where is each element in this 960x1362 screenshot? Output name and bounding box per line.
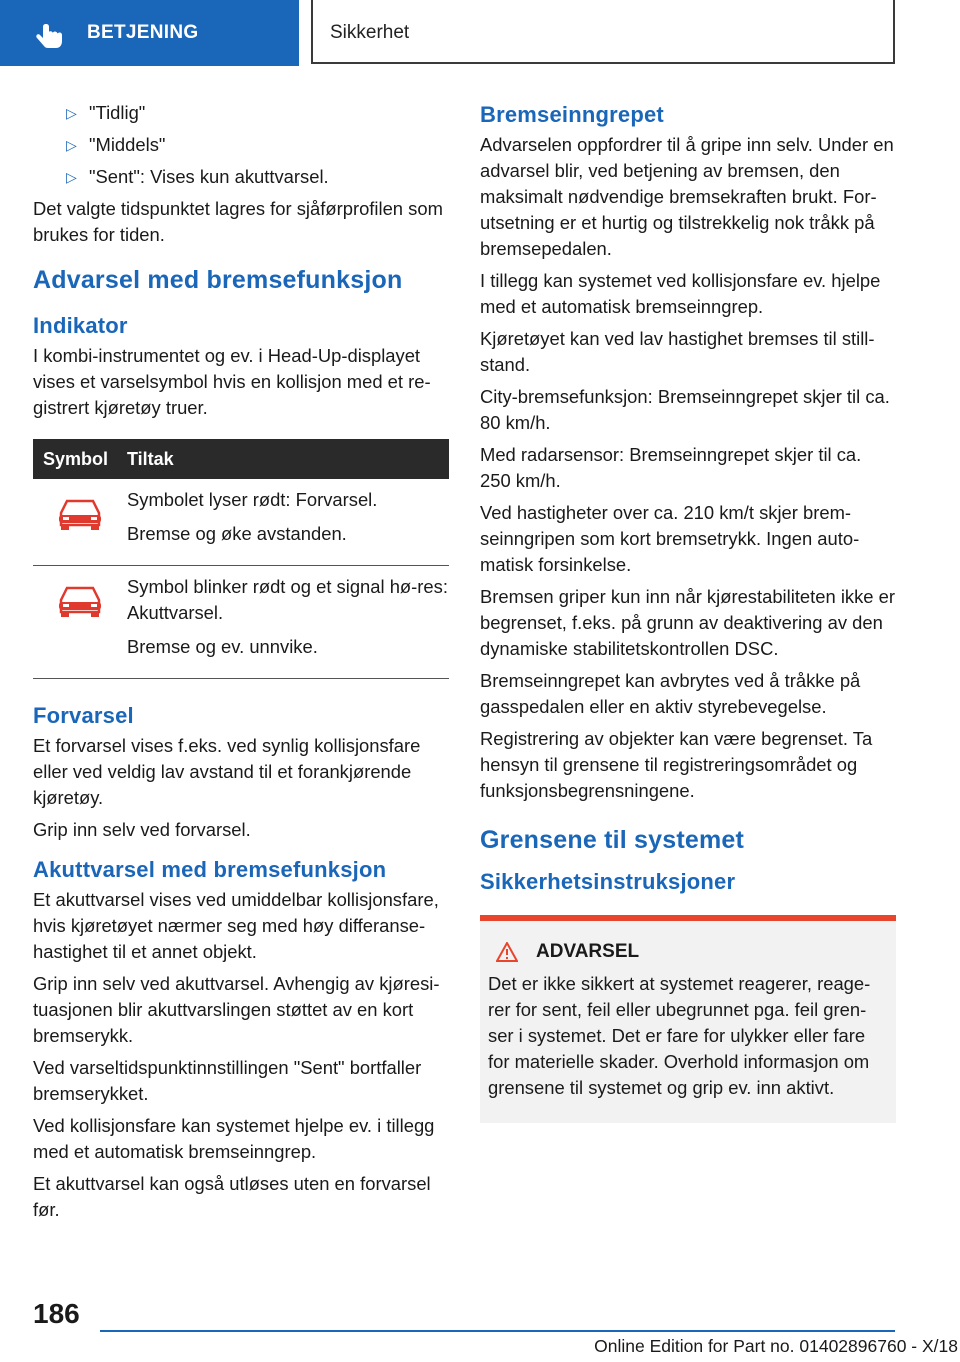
right-column <box>480 100 896 1123</box>
section-heading: Advarsel med bremsefunksjon <box>33 266 403 294</box>
car-warning-icon <box>55 582 105 622</box>
intro-paragraph: Det valgte tidspunktet lagres for sjåførprofilen som brukes for tiden. <box>33 198 443 245</box>
column-header-symbol: Symbol <box>43 448 109 469</box>
left-column <box>33 100 449 1229</box>
list-item-text: "Tidlig" <box>89 102 146 123</box>
table-cell: Bremse og ev. unnvike. <box>127 636 318 657</box>
list-item <box>33 164 449 190</box>
section-heading: Grensene til systemet <box>480 826 745 854</box>
paragraph: Grip inn selv ved forvarsel. <box>33 819 251 840</box>
page-number: 186 <box>33 1298 80 1329</box>
table-row <box>33 479 449 566</box>
subsection-heading: Bremseinngrepet <box>480 102 664 127</box>
paragraph: Et forvarsel vises f.eks. ved synlig kollisjonsfare eller ved veldig lav avstand til et forankjørende kjøretøy. <box>33 735 421 808</box>
header-tab-label: BETJENING <box>87 22 199 43</box>
paragraph: Registrering av objekter kan være begrenset. Ta hensyn til grensene til registreringsområdet og funksjonsbegrensningene. <box>480 728 873 801</box>
list-item-text: "Sent": Vises kun akuttvarsel. <box>89 166 329 187</box>
paragraph: Kjøretøyet kan ved lav hastighet bremses til still-stand. <box>480 328 875 375</box>
list-item <box>33 132 449 158</box>
hand-pointer-icon <box>34 22 68 52</box>
header-tab <box>0 0 299 66</box>
paragraph: Et akuttvarsel kan også utløses uten en forvarsel før. <box>33 1173 431 1220</box>
table-row <box>33 566 449 679</box>
table-cell: Symbol blinker rødt og et signal hø-res: Akuttvarsel. <box>127 576 448 623</box>
warning-box <box>480 921 896 1123</box>
header-section-box <box>311 0 895 64</box>
paragraph: Ved varseltidspunktinnstillingen "Sent" bortfaller bremserykket. <box>33 1057 422 1104</box>
paragraph: Ved kollisjonsfare kan systemet hjelpe ev. i tillegg med et automatisk bremseinngrep. <box>33 1115 435 1162</box>
footer-divider <box>100 1330 895 1332</box>
paragraph: Ved hastigheter over ca. 210 km/t skjer brem-seinngripen som kort bremsetrykk. Ingen auto-matisk forsinkelse. <box>480 502 860 575</box>
paragraph: Bremseinngrepet kan avbrytes ved å tråkke på gasspedalen eller en aktiv styrebevegelse. <box>480 670 861 717</box>
table-header <box>33 439 449 479</box>
header-section-label: Sikkerhet <box>330 22 410 43</box>
table-cell: Bremse og øke avstanden. <box>127 523 347 544</box>
paragraph: Advarselen oppfordrer til å gripe inn selv. Under en advarsel blir, ved betjening av bremsen, den maksimalt nødvendige bremsekraften brukt. For-utsetning er et hurtig og tilstrekkelig nok tråkk på bremsepedalen. <box>480 134 894 259</box>
list-item <box>33 100 449 126</box>
paragraph: Et akuttvarsel vises ved umiddelbar kollisjonsfare, hvis kjøretøyet nærmer seg med høy differanse-hastighet til et annet objekt. <box>33 889 439 962</box>
column-header-tiltak: Tiltak <box>127 448 174 469</box>
symbol-table <box>33 439 449 679</box>
subsection-heading: Forvarsel <box>33 703 134 728</box>
paragraph: City-bremsefunksjon: Bremseinngrepet skjer til ca. 80 km/h. <box>480 386 890 433</box>
triangle-bullet-icon: ▷ <box>66 105 77 121</box>
subsection-heading: Indikator <box>33 313 128 338</box>
subsection-heading: Sikkerhetsinstruksjoner <box>480 869 736 894</box>
paragraph: Med radarsensor: Bremseinngrepet skjer til ca. 250 km/h. <box>480 444 862 491</box>
paragraph: I kombi-instrumentet og ev. i Head-Up-displayet vises et varselsymbol hvis en kollisjon med et re-gistrert kjøretøy truer. <box>33 345 431 418</box>
warning-triangle-icon <box>496 942 518 962</box>
paragraph: Grip inn selv ved akuttvarsel. Avhengig av kjøresi-tuasjonen blir akuttvarslingen støttet av en kort bremserykk. <box>33 973 440 1046</box>
car-warning-icon <box>55 495 105 535</box>
warning-title: ADVARSEL <box>536 941 640 962</box>
triangle-bullet-icon: ▷ <box>66 169 77 185</box>
subsection-heading: Akuttvarsel med bremsefunksjon <box>33 857 387 882</box>
footer-edition: Online Edition for Part no. 01402896760 - X/18 <box>594 1336 958 1356</box>
warning-text: Det er ikke sikkert at systemet reagerer, reage-rer for sent, feil eller ubegrunnet pga. feil gren-ser i systemet. Det er fare for ulykker eller fare for materielle skader. Overhold informasjon om grensene til systemet og grip ev. inn aktivt. <box>488 973 871 1098</box>
triangle-bullet-icon: ▷ <box>66 137 77 153</box>
list-item-text: "Middels" <box>89 134 166 155</box>
paragraph: I tillegg kan systemet ved kollisjonsfare ev. hjelpe med et automatisk bremseinngrep. <box>480 270 881 317</box>
table-cell: Symbolet lyser rødt: Forvarsel. <box>127 489 378 510</box>
paragraph: Bremsen griper kun inn når kjørestabiliteten ikke er begrenset, f.eks. på grunn av deaktivering av den dynamiske stabilitetskontrollen DSC. <box>480 586 895 659</box>
